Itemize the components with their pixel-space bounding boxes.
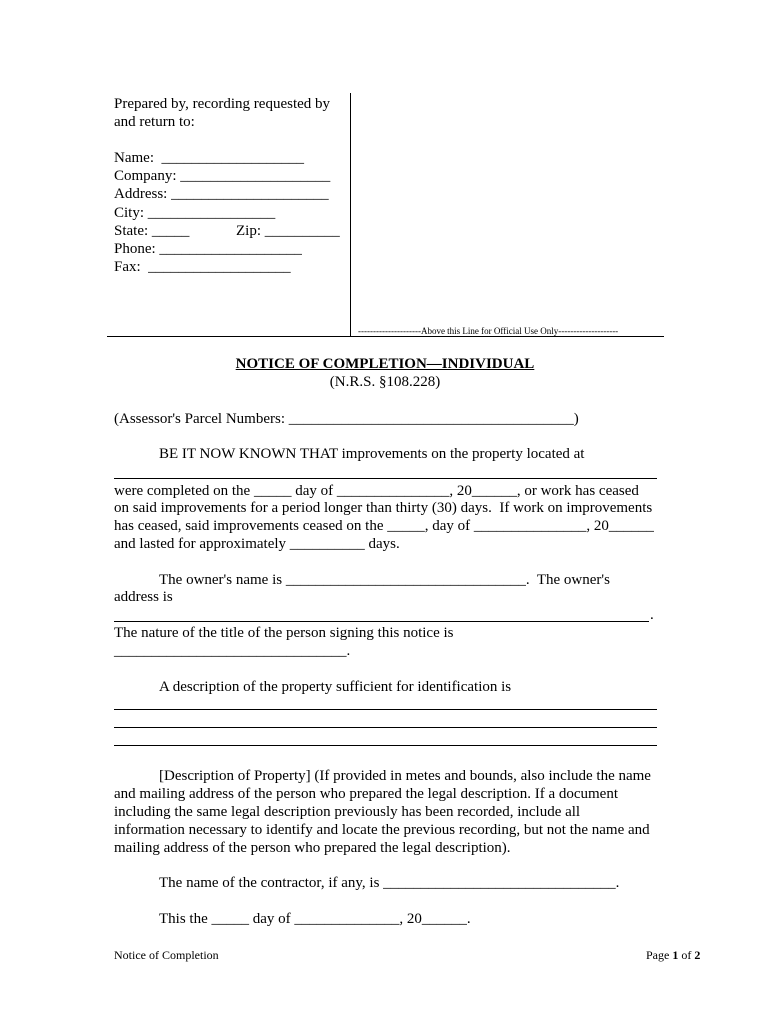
official-use-label: ---------------------Above this Line for Official Use Only-------------------- xyxy=(358,326,619,336)
description-intro: A description of the property sufficient for identification is xyxy=(159,679,512,695)
address-field: Address: _____________________ xyxy=(114,186,329,202)
page-mid: of xyxy=(678,948,695,962)
document-title: NOTICE OF COMPLETION—INDIVIDUAL xyxy=(235,356,535,372)
dated-line: This the _____ day of ______________, 20______. xyxy=(159,911,471,927)
parcel-numbers: (Assessor's Parcel Numbers: ______________________________________) xyxy=(114,411,579,427)
recording-divider-vertical xyxy=(350,93,351,337)
city-field: City: _________________ xyxy=(114,205,276,221)
page-prefix: Page xyxy=(646,948,673,962)
owner-address-label: address is xyxy=(114,589,173,605)
completed-line-3: has ceased, said improvements ceased on the _____, day of _______________, 20______ xyxy=(114,518,654,534)
description-line-2 xyxy=(114,727,657,728)
completed-line-1: were completed on the _____ day of _______________, 20______, or work has ceased xyxy=(114,483,639,499)
owner-name-line: The owner's name is ________________________________. The owner's xyxy=(159,572,610,588)
known-intro: BE IT NOW KNOWN THAT improvements on the property located at xyxy=(159,446,585,462)
description-note-3: including the same legal description previously has been recorded, include all xyxy=(114,804,581,820)
description-line-1 xyxy=(114,709,657,710)
zip-field: Zip: __________ xyxy=(236,223,340,239)
title-nature-blank: _______________________________. xyxy=(114,643,351,659)
completed-line-4: and lasted for approximately __________ days. xyxy=(114,536,400,552)
description-note-1: [Description of Property] (If provided in metes and bounds, also include the name xyxy=(159,768,651,784)
description-line-3 xyxy=(114,745,657,746)
description-note-2: and mailing address of the person who prepared the legal description. If a document xyxy=(114,786,619,802)
contractor-line: The name of the contractor, if any, is _______________________________. xyxy=(159,875,620,891)
completed-line-2: on said improvements for a period longer than thirty (30) days. If work on improvements xyxy=(114,500,653,516)
description-note-4: information necessary to identify and locate the previous recording, but not the name and xyxy=(114,822,650,838)
prepared-by-line-2: and return to: xyxy=(114,114,195,130)
page-total: 2 xyxy=(694,948,701,962)
description-note-5: mailing address of the person who prepared the legal description). xyxy=(114,840,511,856)
state-field: State: _____ xyxy=(114,223,190,239)
page-current: 1 xyxy=(672,948,679,962)
name-field: Name: ___________________ xyxy=(114,150,304,166)
statute-reference: (N.R.S. §108.228) xyxy=(329,374,441,390)
property-location-line xyxy=(114,478,657,479)
footer-title: Notice of Completion xyxy=(114,948,219,962)
fax-field: Fax: ___________________ xyxy=(114,259,291,275)
recording-divider-horizontal xyxy=(107,336,664,337)
prepared-by-line-1: Prepared by, recording requested by xyxy=(114,96,331,112)
owner-address-period: . xyxy=(650,607,654,623)
owner-address-line xyxy=(114,621,649,622)
phone-field: Phone: ___________________ xyxy=(114,241,302,257)
company-field: Company: ____________________ xyxy=(114,168,331,184)
title-nature-text: The nature of the title of the person signing this notice is xyxy=(114,625,454,641)
page-number xyxy=(646,948,700,962)
